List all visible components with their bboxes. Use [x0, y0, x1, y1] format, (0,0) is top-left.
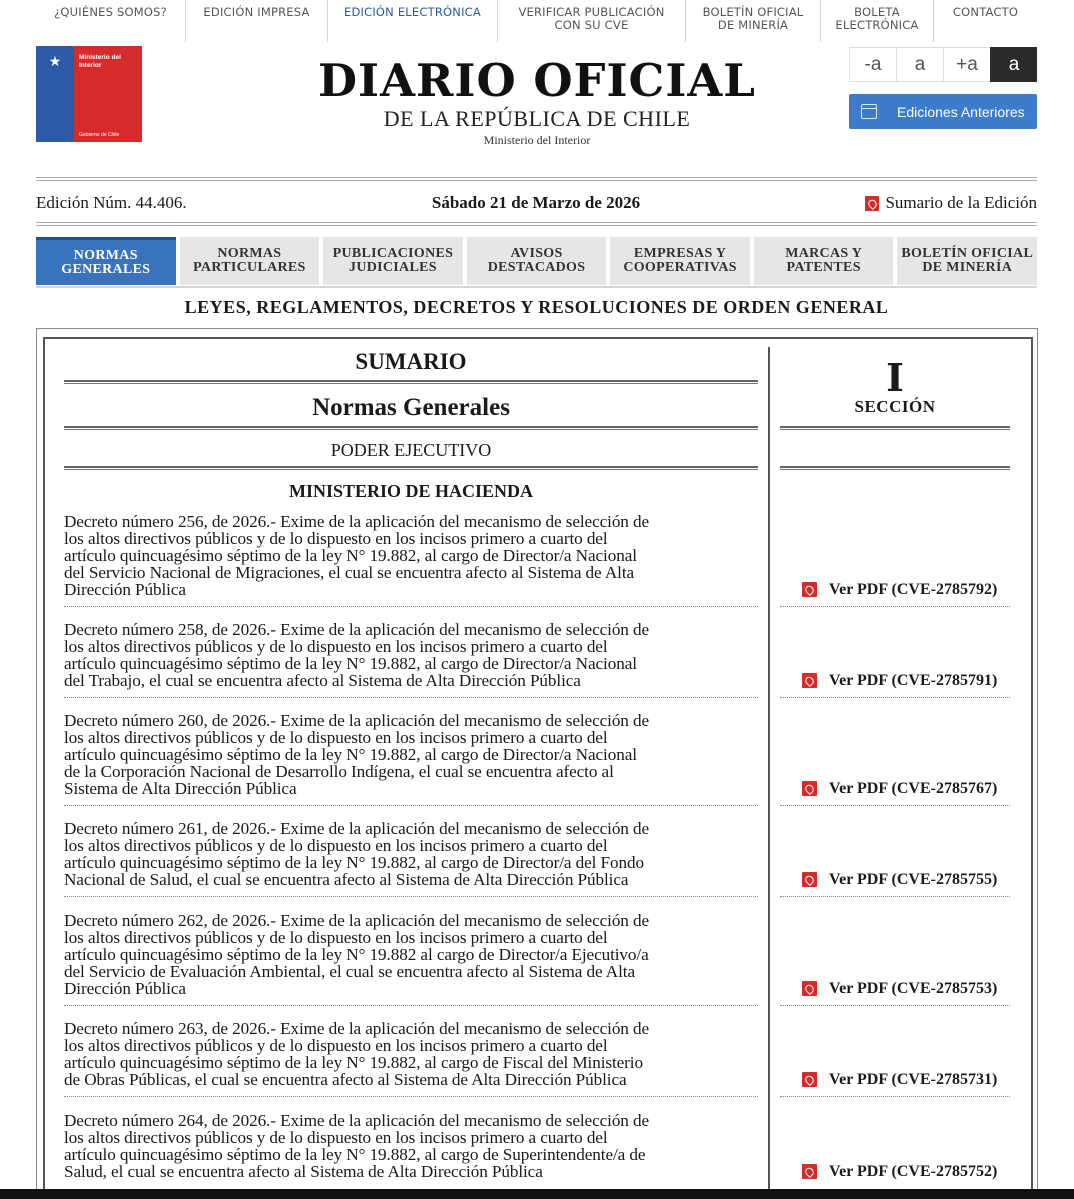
ediciones-anteriores-label: Ediciones Anteriores: [897, 103, 1025, 120]
decree-description: [64, 1021, 758, 1089]
nav-item[interactable]: EDICIÓN IMPRESA: [186, 0, 328, 42]
rule: [64, 466, 758, 470]
decree-description: [64, 913, 758, 998]
tab[interactable]: BOLETÍN OFICIAL DE MINERÍA: [897, 237, 1037, 285]
column-divider: [768, 347, 770, 1199]
decree-line: artículo quincuagésimo séptimo de la ley N° 19.882, al cargo de Director/a Nacional: [64, 744, 637, 764]
top-navigation: [36, 0, 1037, 42]
decree-line: del Servicio Nacional de Migraciones, el cual se encuentra afecto al Sistema de Alta: [64, 562, 635, 582]
tab[interactable]: NORMAS PARTICULARES: [180, 237, 320, 285]
ver-pdf-link[interactable]: [802, 672, 997, 690]
logo-red-panel: [74, 46, 142, 142]
decree-line: artículo quincuagésimo séptimo de la ley N° 19.882, al cargo de Director/a del Fondo: [64, 852, 644, 872]
logo-government-text: Gobierno de Chile: [79, 132, 120, 138]
bottom-bar: [0, 1189, 1074, 1199]
decree-line: Decreto número 260, de 2026.- Exime de la aplicación del mecanismo de selección de: [64, 711, 650, 730]
entry-separator: [780, 896, 1010, 897]
decree-line: los altos directivos públicos y de lo dispuesto en los incisos primero a cuarto del: [64, 528, 608, 548]
section-tabs: [36, 236, 1037, 288]
entry-separator: [780, 606, 1010, 607]
decree-description: [64, 514, 758, 599]
font-normal-button[interactable]: a: [896, 47, 943, 82]
decree-line: Nacional de Salud, el cual se encuentra afecto al Sistema de Alta Dirección Pública: [64, 869, 629, 889]
sumario-edicion-link[interactable]: [865, 193, 1037, 213]
decree-line: Salud, el cual se encuentra afecto al Sistema de Alta Dirección Pública: [64, 1161, 543, 1181]
nav-item[interactable]: CONTACTO: [952, 5, 1019, 19]
nav-item[interactable]: BOLETÍN OFICIAL DE MINERÍA: [686, 0, 821, 42]
decree-line: artículo quincuagésimo séptimo de la ley N° 19.882, al cargo de Director/a Nacional: [64, 545, 637, 565]
section-number: I: [886, 355, 904, 400]
ver-pdf-link[interactable]: [802, 780, 997, 798]
entry-separator: [64, 896, 758, 897]
ver-pdf-label: Ver PDF (CVE-2785767): [829, 779, 998, 797]
pdf-icon: [802, 981, 817, 996]
decree-line: Dirección Pública: [64, 579, 186, 599]
font-decrease-button[interactable]: -a: [849, 47, 896, 82]
poder-ejecutivo-title: PODER EJECUTIVO: [330, 440, 492, 460]
ver-pdf-label: Ver PDF (CVE-2785753): [829, 979, 998, 997]
ministerio-title: MINISTERIO DE HACIENDA: [288, 481, 534, 501]
font-increase-button[interactable]: +a: [943, 47, 990, 82]
entry-separator: [64, 606, 758, 607]
decree-line: los altos directivos públicos y de lo dispuesto en los incisos primero a cuarto del: [64, 927, 608, 947]
pdf-icon: [802, 582, 817, 597]
edition-bar: [36, 191, 1037, 217]
decree-line: Decreto número 264, de 2026.- Exime de la aplicación del mecanismo de selección de: [64, 1111, 650, 1130]
ver-pdf-link[interactable]: [802, 581, 997, 599]
calendar-icon: [861, 104, 877, 119]
logo-blue-panel: [36, 46, 74, 142]
header-divider: [36, 177, 1037, 181]
ver-pdf-label: Ver PDF (CVE-2785792): [829, 580, 998, 598]
decree-line: los altos directivos públicos y de lo dispuesto en los incisos primero a cuarto del: [64, 1127, 608, 1147]
sumario-edicion-label: Sumario de la Edición: [885, 193, 1037, 212]
rule: [64, 380, 758, 384]
decree-line: de Obras Públicas, el cual se encuentra afecto al Sistema de Alta Dirección Pública: [64, 1069, 627, 1089]
ediciones-anteriores-button[interactable]: [849, 94, 1037, 129]
decree-line: artículo quincuagésimo séptimo de la ley N° 19.882, al cargo de Director/a Nacional: [64, 653, 637, 673]
decree-description: [64, 622, 758, 690]
ver-pdf-link[interactable]: [802, 980, 997, 998]
decree-line: Decreto número 256, de 2026.- Exime de la aplicación del mecanismo de selección de: [64, 512, 650, 531]
decree-line: Decreto número 262, de 2026.- Exime de la aplicación del mecanismo de selección de: [64, 911, 650, 930]
decree-line: artículo quincuagésimo séptimo de la ley N° 19.882, al cargo de Superintendente/a de: [64, 1144, 646, 1164]
entry-separator: [64, 1096, 758, 1097]
ver-pdf-label: Ver PDF (CVE-2785755): [829, 870, 998, 888]
ver-pdf-label: Ver PDF (CVE-2785791): [829, 671, 998, 689]
decree-line: los altos directivos públicos y de lo dispuesto en los incisos primero a cuarto del: [64, 636, 608, 656]
masthead-subtitle: DE LA REPÚBLICA DE CHILE: [383, 106, 691, 131]
logo-ministry-text: Ministerio del Interior: [79, 54, 121, 69]
masthead-ministry: Ministerio del Interior: [483, 133, 591, 147]
sumario-title: SUMARIO: [355, 349, 467, 374]
ver-pdf-label: Ver PDF (CVE-2785752): [829, 1162, 998, 1180]
pdf-icon: [865, 196, 879, 211]
rule: [64, 426, 758, 430]
edition-date: Sábado 21 de Marzo de 2026: [431, 193, 641, 212]
nav-item[interactable]: ¿QUIÉNES SOMOS?: [36, 0, 186, 42]
rule: [780, 466, 1010, 470]
decree-line: los altos directivos públicos y de lo dispuesto en los incisos primero a cuarto del: [64, 727, 608, 747]
tab[interactable]: NORMAS GENERALES: [36, 237, 176, 285]
pdf-icon: [802, 673, 817, 688]
high-contrast-button[interactable]: a: [990, 47, 1037, 82]
decree-line: Decreto número 263, de 2026.- Exime de la aplicación del mecanismo de selección de: [64, 1019, 650, 1038]
rule: [780, 426, 1010, 430]
masthead-title: DIARIO OFICIAL: [318, 54, 756, 107]
tab[interactable]: AVISOS DESTACADOS: [467, 237, 607, 285]
star-icon: ★: [48, 55, 62, 70]
entry-separator: [780, 1096, 1010, 1097]
ver-pdf-link[interactable]: [802, 1071, 997, 1089]
decree-line: los altos directivos públicos y de lo dispuesto en los incisos primero a cuarto del: [64, 835, 608, 855]
decree-line: Sistema de Alta Dirección Pública: [64, 778, 297, 798]
section-heading: LEYES, REGLAMENTOS, DECRETOS Y RESOLUCIONES DE ORDEN GENERAL: [184, 297, 889, 317]
nav-item[interactable]: EDICIÓN ELECTRÓNICA: [328, 0, 498, 42]
ver-pdf-label: Ver PDF (CVE-2785731): [829, 1070, 998, 1088]
pdf-icon: [802, 1164, 817, 1179]
decree-line: del Servicio de Evaluación Ambiental, el cual se encuentra afecto al Sistema de Alta: [64, 961, 635, 981]
decree-line: Decreto número 258, de 2026.- Exime de la aplicación del mecanismo de selección de: [64, 620, 650, 639]
decree-line: los altos directivos públicos y de lo dispuesto en los incisos primero a cuarto del: [64, 1035, 608, 1055]
entry-separator: [780, 1005, 1010, 1006]
tab[interactable]: PUBLICACIONES JUDICIALES: [323, 237, 463, 285]
ver-pdf-link[interactable]: [802, 1163, 997, 1181]
pdf-icon: [802, 781, 817, 796]
decree-line: de la Corporación Nacional de Desarrollo Indígena, el cual se encuentra afecto al: [64, 761, 614, 781]
edition-number: Edición Núm. 44.406.: [36, 193, 187, 212]
entry-separator: [64, 805, 758, 806]
decree-description: [64, 713, 758, 798]
normas-generales-title: Normas Generales: [312, 394, 510, 421]
entry-separator: [780, 805, 1010, 806]
ministry-logo[interactable]: [36, 46, 142, 142]
pdf-icon: [802, 1072, 817, 1087]
tab[interactable]: EMPRESAS Y COOPERATIVAS: [610, 237, 750, 285]
pdf-icon: [802, 872, 817, 887]
decree-description: [64, 1113, 758, 1181]
decree-description: [64, 821, 758, 889]
nav-item[interactable]: VERIFICAR PUBLICACIÓN CON SU CVE: [498, 0, 686, 42]
entry-separator: [64, 697, 758, 698]
entry-separator: [780, 697, 1010, 698]
font-size-controls: [849, 47, 1037, 82]
section-label: SECCIÓN: [854, 397, 936, 416]
entry-separator: [64, 1005, 758, 1006]
edition-divider: [36, 222, 1037, 226]
decree-line: del Trabajo, el cual se encuentra afecto al Sistema de Alta Dirección Pública: [64, 670, 581, 690]
nav-item[interactable]: BOLETA ELECTRÓNICA: [821, 0, 934, 42]
decree-line: Dirección Pública: [64, 978, 186, 998]
ver-pdf-link[interactable]: [802, 871, 997, 889]
decree-line: artículo quincuagésimo séptimo de la ley N° 19.882 al cargo de Director/a Ejecutivo/a: [64, 944, 649, 964]
decree-line: Decreto número 261, de 2026.- Exime de la aplicación del mecanismo de selección de: [64, 819, 650, 838]
decree-line: artículo quincuagésimo séptimo de la ley N° 19.882, al cargo de Fiscal del Ministerio: [64, 1052, 643, 1072]
tab[interactable]: MARCAS Y PATENTES: [754, 237, 894, 285]
